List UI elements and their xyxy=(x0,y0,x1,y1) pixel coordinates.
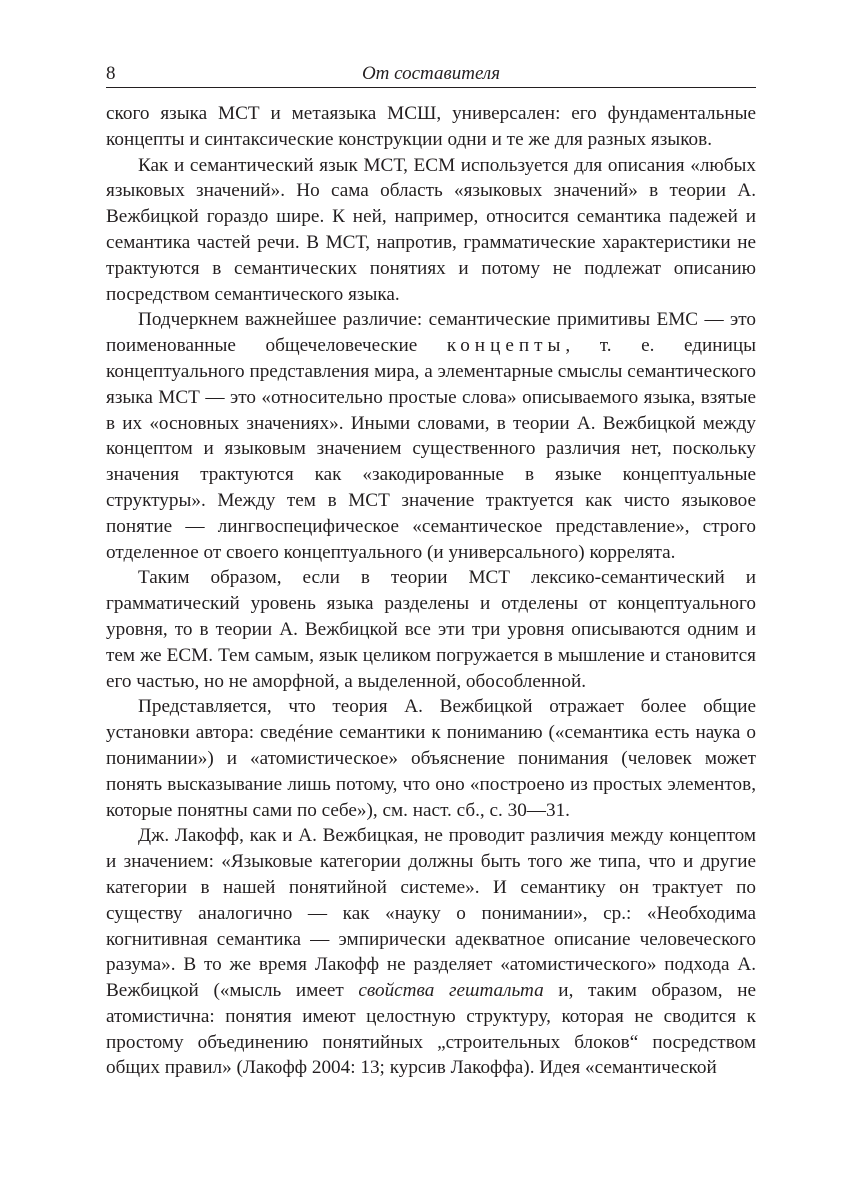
paragraph-continued: ского языка МСТ и метаязыка МСШ, универсален: его фундаментальные концепты и синтаксические конструкции одни и те же для разных языков. xyxy=(106,103,756,150)
running-title: От составителя xyxy=(361,63,501,84)
spaced-emphasis: концепты xyxy=(446,335,566,357)
running-header xyxy=(106,61,756,88)
body-text xyxy=(106,101,756,1081)
paragraph-text: Дж. Лакофф, как и А. Вежбицкая, не проводит различия между концептом и значением: «Языковые категории должны быть того же типа, что и другие категории в нашей понятийной системе». И семантику он трактует по существу аналогично — как «науку о понимании», ср.: «Необходима когнитивная семантика — эмпирически адекватное описание человеческого разума». В то же время Лакофф не разделяет «атомистического» подхода А. Вежбицкой («мысль имеет xyxy=(106,825,756,1002)
page-number: 8 xyxy=(106,63,116,84)
paragraph-author-views: Представляется, что теория А. Вежбицкой отражает более общие установки автора: сведéние семантики к пониманию («семантика есть наука о понимании») и «атомистическое» объяснение понимания (человек может понять высказывание лишь потому, что оно «построено из простых элементов, которые понятны сами по себе»), см. наст. сб., с. 30—31. xyxy=(106,696,756,821)
paragraph-text: , т. е. единицы концептуального представления мира, а элементарные смыслы семантического языка МСТ — это «относительно простые слова» описываемого языка, взятые в их «основных значениях». Иными словами, в теории А. Вежбицкой между концептом и языковым значением существенного различия нет, поскольку значения трактуются как «закодированные в языке концептуальные структуры». Между тем в МСТ значение трактуется как чисто языковое понятие — лингвоспецифическое «семантическое представление», строго отделенное от своего концептуального (и универсального) коррелята. xyxy=(106,335,756,563)
paragraph-lakoff xyxy=(106,823,756,1081)
paragraph-mst-comparison: Как и семантический язык МСТ, ЕСМ используется для описания «любых языковых значений». Но сама область «языковых значений» в теории А. Вежбицкой гораздо шире. К ней, например, относится семантика падежей и семантика частей речи. В МСТ, напротив, грамматические характеристики не трактуются в семантических понятиях и потому не подлежат описанию посредством семантического языка. xyxy=(106,154,756,305)
paragraph-levels-conclusion: Таким образом, если в теории МСТ лексико-семантический и грамматический уровень языка разделены и отделены от концептуального уровня, то в теории А. Вежбицкой все эти три уровня описываются одним и тем же ЕСМ. Тем самым, язык целиком погружается в мышление и становится его частью, но не аморфной, а выделенной, обособленной. xyxy=(106,567,756,692)
italic-emphasis: свойства гештальта xyxy=(358,980,544,1002)
paragraph-text: и, таким образом, не атомистична: понятия имеют целостную структуру, которая не сводится к простому объединению понятийных „строительных блоков“ посредством общих правил» (Лакофф 2004: 13; курсив Лакоффа). Идея «семантической xyxy=(106,980,756,1079)
paragraph-text: Подчеркнем важнейшее различие: семантические примитивы ЕМС — это поименованные общечеловеческие xyxy=(106,309,756,357)
paragraph-primitives-difference xyxy=(106,307,756,565)
